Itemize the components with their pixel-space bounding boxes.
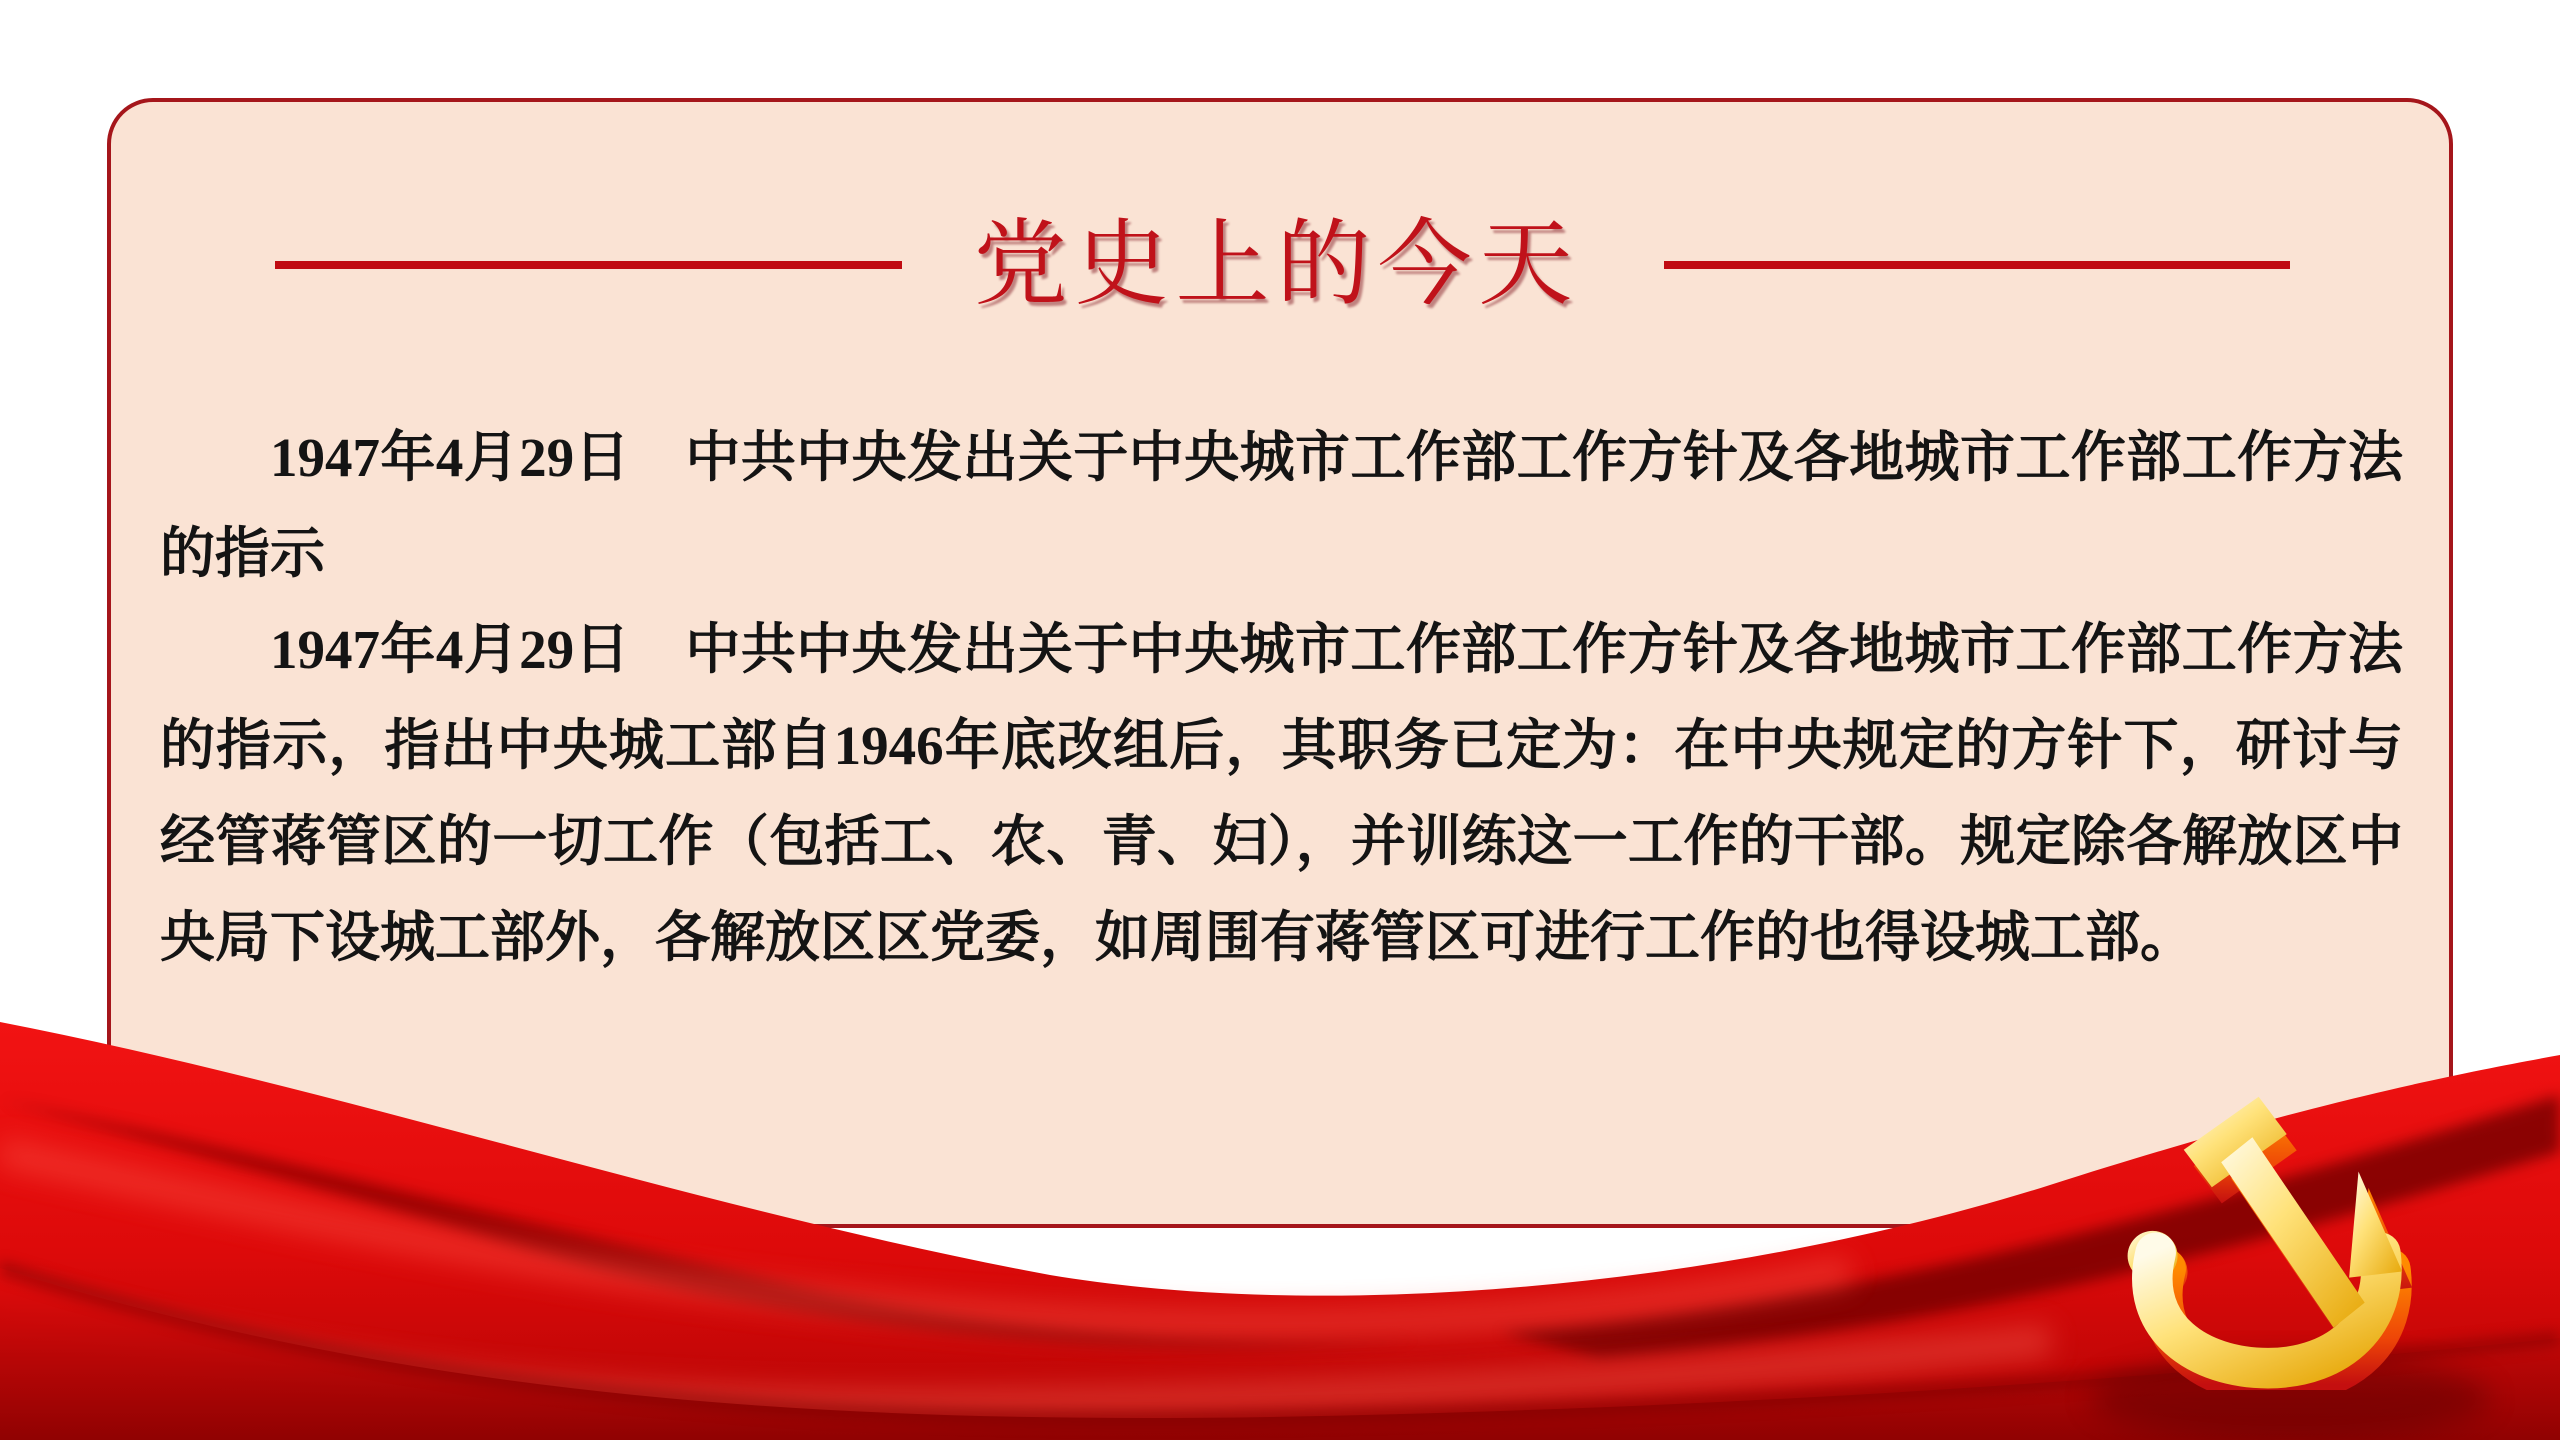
paragraph-detail: 1947年4月29日 中共中央发出关于中央城市工作部工作方针及各地城市工作部工作方法的指示，指出中央城工部自1946年底改组后，其职务已定为：在中央规定的方针下，研讨与经管蒋管区的一切工作（包括工、农、青、妇），并训练这一工作的干部。规定除各解放区中央局下设城工部外，各解放区区党委，如周围有蒋管区可进行工作的也得设城工部。: [160, 619, 2403, 968]
title-divider-right: [1664, 261, 2291, 269]
title-divider-left: [275, 261, 902, 269]
paragraph-headline: 1947年4月29日 中共中央发出关于中央城市工作部工作方针及各地城市工作部工作方法的指示: [160, 427, 2403, 584]
body-text-block: [160, 410, 2403, 986]
page-title: 党史上的今天: [973, 213, 1580, 317]
title-row: [275, 198, 2290, 332]
party-emblem-icon: [2108, 1078, 2428, 1390]
